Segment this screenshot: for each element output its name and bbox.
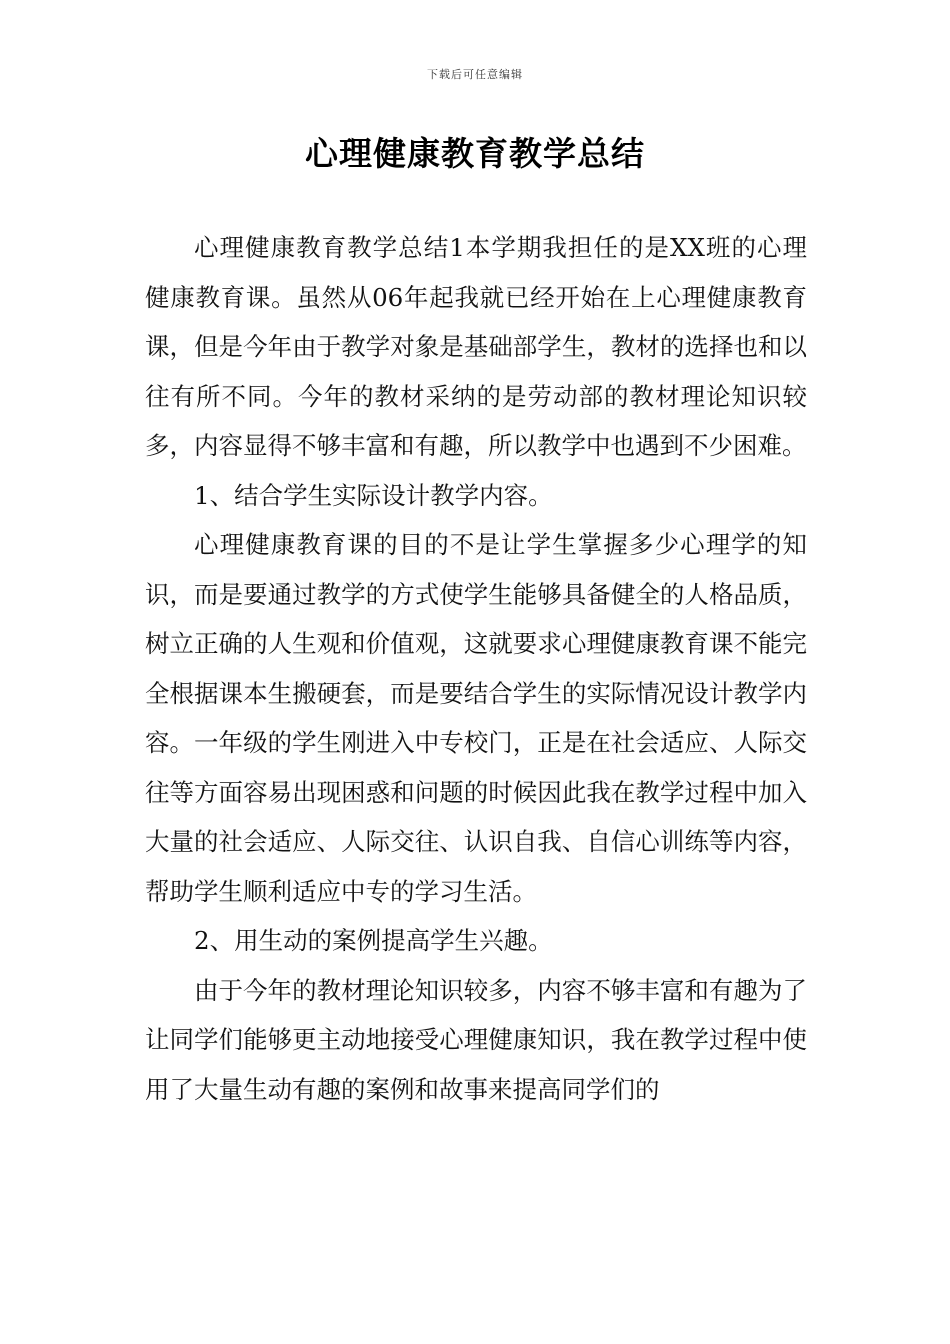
header-note: 下载后可任意编辑 (427, 68, 523, 81)
section-heading-1: 1、结合学生实际设计教学内容。 (194, 480, 553, 510)
paragraph-section-2: 由于今年的教材理论知识较多，内容不够丰富和有趣为了让同学们能够更主动地接受心理健康知识，我在教学过程中使用了大量生动有趣的案例和故事来提高同学们的 (145, 975, 807, 1104)
paragraph-section-1: 心理健康教育课的目的不是让学生掌握多少心理学的知识，而是要通过教学的方式使学生能够具备健全的人格品质，树立正确的人生观和价值观，这就要求心理健康教育课不能完全根据课本生搬硬套，而是要结合学生的实际情况设计教学内容。一年级的学生刚进入中专校门，正是在社会适应、人际交往等方面容易出现困惑和问题的时候因此我在教学过程中加入大量的社会适应、人际交往、认识自我、自信心训练等内容，帮助学生顺利适应中专的学习生活。 (145, 530, 807, 906)
paragraph-intro: 心理健康教育教学总结1本学期我担任的是XX班的心理健康教育课。虽然从06年起我就已经开始在上心理健康教育课，但是今年由于教学对象是基础部学生，教材的选择也和以往有所不同。今年的教材采纳的是劳动部的教材理论知识较多，内容显得不够丰富和有趣，所以教学中也遇到不少困难。 (145, 233, 807, 460)
document-title: 心理健康教育教学总结 (305, 134, 645, 173)
document-body (145, 223, 807, 1114)
section-heading-2: 2、用生动的案例提高学生兴趣。 (194, 926, 553, 955)
